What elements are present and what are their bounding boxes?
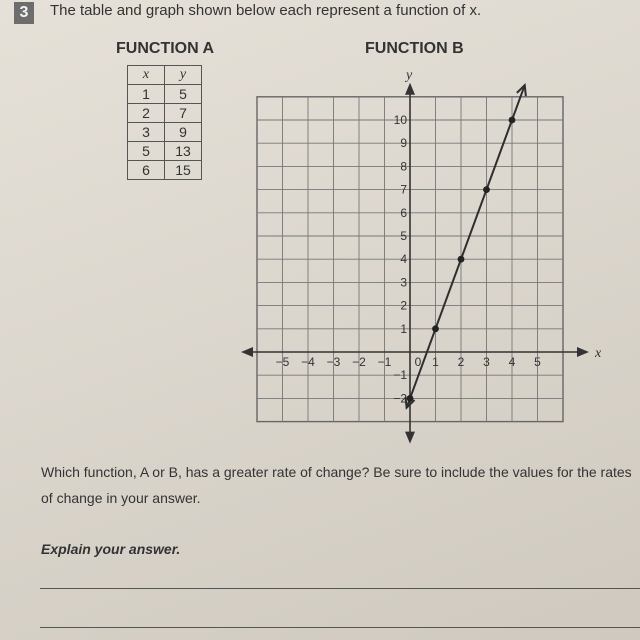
answer-line[interactable] bbox=[40, 588, 640, 589]
question-prompt: The table and graph shown below each represent a function of x. bbox=[50, 2, 482, 19]
x-axis-arrow-left bbox=[241, 347, 253, 357]
y-tick-label: 9 bbox=[400, 136, 407, 151]
x-tick-label: −2 bbox=[352, 355, 366, 369]
explain-label: Explain your answer. bbox=[41, 541, 181, 557]
table-cell-y: 15 bbox=[165, 161, 202, 180]
y-tick-label: 10 bbox=[393, 113, 407, 127]
task-question: Which function, A or B, has a greater rate of change? Be sure to include the values for the rates of change in your answer. bbox=[41, 464, 632, 506]
table-header-y: y bbox=[165, 66, 202, 85]
x-tick-label: 4 bbox=[508, 355, 516, 369]
x-tick-label: 5 bbox=[534, 355, 541, 369]
y-tick-label: 1 bbox=[400, 321, 407, 336]
x-tick-label: −4 bbox=[301, 355, 315, 369]
x-tick-label: 0 bbox=[414, 355, 422, 369]
function-a-title: FUNCTION A bbox=[116, 40, 215, 57]
data-point bbox=[407, 395, 414, 402]
table-cell-x: 5 bbox=[128, 142, 165, 161]
function-b-title: FUNCTION B bbox=[365, 40, 464, 57]
data-point bbox=[483, 186, 490, 193]
table-cell-x: 3 bbox=[128, 123, 165, 142]
x-tick-label: −3 bbox=[326, 355, 341, 369]
y-tick-label: 8 bbox=[400, 159, 407, 174]
answer-line[interactable] bbox=[40, 627, 640, 628]
table-cell-x: 1 bbox=[128, 85, 165, 104]
y-tick-label: −1 bbox=[393, 368, 407, 383]
y-axis-arrow-up bbox=[405, 83, 415, 95]
y-axis-arrow-down bbox=[405, 432, 415, 444]
x-tick-label: −1 bbox=[377, 355, 392, 369]
table-cell-x: 2 bbox=[128, 104, 165, 123]
table-cell-y: 7 bbox=[165, 104, 202, 123]
table-header-x: x bbox=[128, 66, 165, 85]
data-point bbox=[509, 117, 516, 124]
x-tick-label: −5 bbox=[275, 355, 290, 369]
y-axis-label: y bbox=[406, 67, 413, 83]
x-tick-label: 1 bbox=[432, 355, 439, 369]
y-tick-label: 2 bbox=[400, 298, 407, 313]
y-tick-label: 3 bbox=[400, 275, 407, 290]
y-tick-label: 6 bbox=[400, 205, 407, 220]
table-cell-y: 5 bbox=[165, 85, 202, 104]
table-cell-y: 9 bbox=[165, 123, 202, 142]
y-tick-label: 4 bbox=[400, 252, 407, 267]
table-cell-x: 6 bbox=[128, 161, 165, 180]
y-tick-label: 7 bbox=[400, 182, 407, 197]
question-number: 3 bbox=[14, 2, 34, 24]
y-tick-label: −2 bbox=[393, 391, 407, 406]
y-tick-label: 5 bbox=[400, 229, 407, 243]
x-axis-arrow-right bbox=[577, 347, 589, 357]
x-axis-label: x bbox=[595, 346, 602, 361]
data-point bbox=[458, 256, 465, 263]
data-point bbox=[432, 325, 439, 332]
x-tick-label: 3 bbox=[483, 355, 490, 369]
x-tick-label: 2 bbox=[457, 355, 465, 369]
table-cell-y: 13 bbox=[165, 142, 202, 161]
function-b-line bbox=[407, 85, 525, 407]
